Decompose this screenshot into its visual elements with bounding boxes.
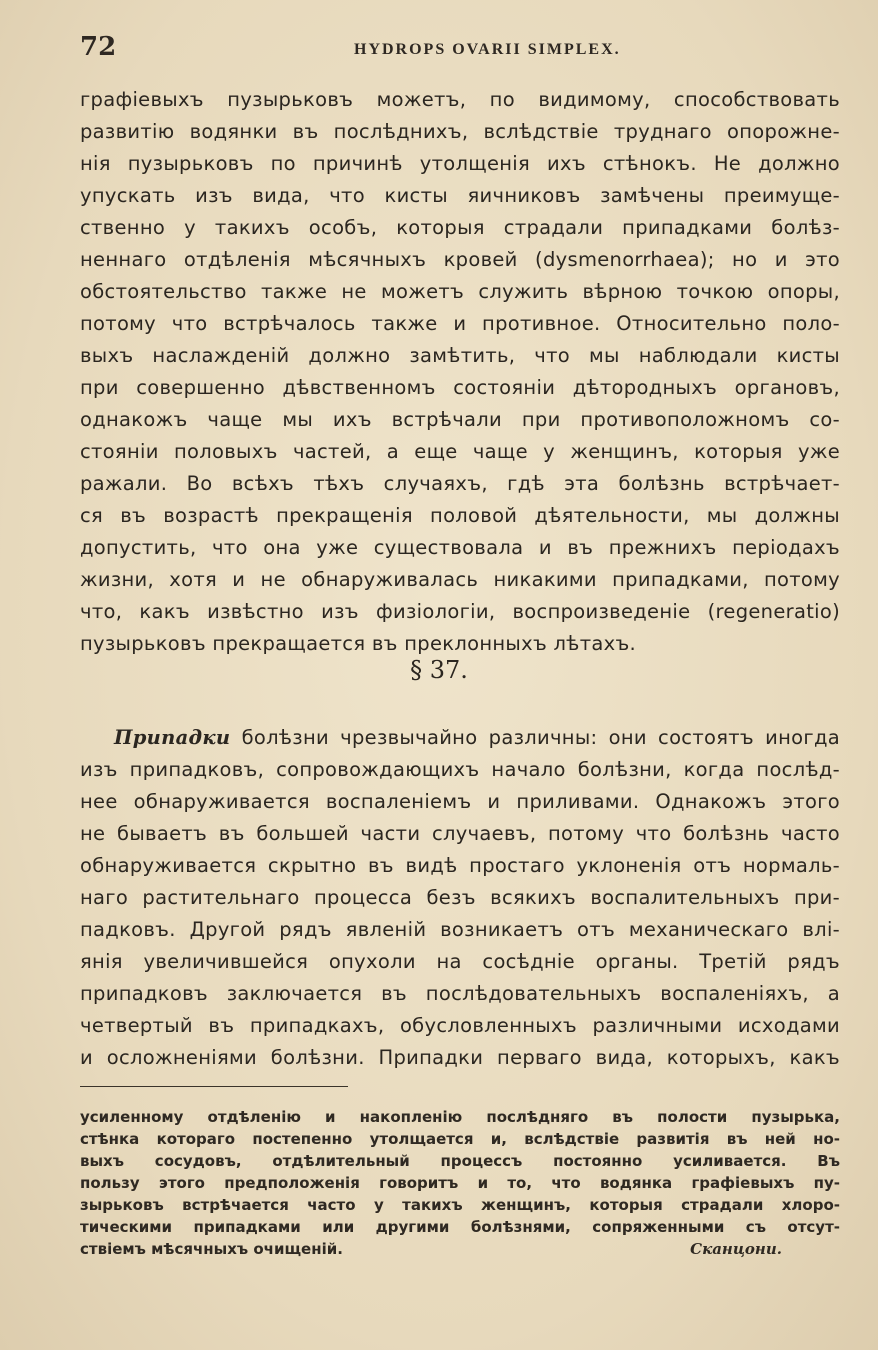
- text-line: графіевыхъ пузырьковъ можетъ, по видимому, способствовать: [80, 88, 840, 111]
- running-head: HYDROPS OVARII SIMPLEX.: [354, 41, 621, 58]
- text-line: допустить, что она уже существовала и въ прежнихъ періодахъ: [80, 536, 840, 559]
- text-line: потому что встрѣчалось также и противное. Относительно поло-: [80, 312, 840, 335]
- text-line: не бываетъ въ большей части случаевъ, потому что болѣзнь часто: [80, 822, 840, 845]
- text-line: стояніи половыхъ частей, а еще чаще у женщинъ, которыя уже: [80, 440, 840, 463]
- text-line: четвертый въ припадкахъ, обусловленныхъ различными исходами: [80, 1014, 840, 1037]
- footnote-line: ствіемъ мѣсячныхъ очищеній.: [80, 1240, 343, 1258]
- footnote-divider: [80, 1086, 348, 1087]
- footnote-last-line: [80, 1238, 840, 1260]
- footnote-line: усиленному отдѣленію и накопленію послѣдняго въ полости пузырька,: [80, 1108, 840, 1126]
- text-line: ся въ возрастѣ прекращенія половой дѣятельности, мы должны: [80, 504, 840, 527]
- text-line: неннаго отдѣленія мѣсячныхъ кровей (dysmenorrhaea); но и это: [80, 248, 840, 271]
- text-line: обстоятельство также не можетъ служить вѣрною точкою опоры,: [80, 280, 840, 303]
- text-line: что, какъ извѣстно изъ физіологіи, воспроизведеніе (regeneratio): [80, 600, 840, 623]
- text-line: падковъ. Другой рядъ явленій возникаетъ отъ механическаго влі-: [80, 918, 840, 941]
- footnote-line: выхъ сосудовъ, отдѣлительный процессъ постоянно усиливается. Въ: [80, 1152, 840, 1170]
- text-line: жизни, хотя и не обнаруживалась никакими припадками, потому: [80, 568, 840, 591]
- text-line: изъ припадковъ, сопровождающихъ начало болѣзни, когда послѣд-: [80, 758, 840, 781]
- text-line-first: [80, 722, 840, 754]
- first-line-rest: болѣзни чрезвычайно различны: они состоятъ иногда: [230, 726, 840, 749]
- section-heading: § 37.: [410, 656, 468, 684]
- text-line: развитію водянки въ послѣднихъ, вслѣдствіе труднаго опорожне-: [80, 120, 840, 143]
- text-line: нее обнаруживается воспаленіемъ и приливами. Однакожъ этого: [80, 790, 840, 813]
- lead-word: Припадки: [114, 726, 231, 749]
- footnote-line: зырьковъ встрѣчается часто у такихъ женщинъ, которыя страдали хлоро-: [80, 1196, 840, 1214]
- page-header: [80, 32, 840, 72]
- page-number: 72: [80, 32, 117, 62]
- text-line: янія увеличившейся опухоли на сосѣдніе органы. Третій рядъ: [80, 950, 840, 973]
- text-line: наго растительнаго процесса безъ всякихъ воспалительныхъ при-: [80, 886, 840, 909]
- text-line: при совершенно дѣвственномъ состояніи дѣтородныхъ органовъ,: [80, 376, 840, 399]
- footnote-line: тическими припадками или другими болѣзнями, сопряженными съ отсут-: [80, 1218, 840, 1236]
- text-line: нія пузырьковъ по причинѣ утолщенія ихъ стѣнокъ. Не должно: [80, 152, 840, 175]
- text-line: упускать изъ вида, что кисты яичниковъ замѣчены преимуще-: [80, 184, 840, 207]
- footnote-line: стѣнка котораго постепенно утолщается и, вслѣдствіе развитія въ ней но-: [80, 1130, 840, 1148]
- footnote-line: пользу этого предположенія говоритъ и то, что водянка графіевыхъ пу-: [80, 1174, 840, 1192]
- footnote-signature: Сканцони.: [690, 1240, 782, 1258]
- text-line: обнаруживается скрытно въ видѣ простаго уклоненія отъ нормаль-: [80, 854, 840, 877]
- text-line: ражали. Во всѣхъ тѣхъ случаяхъ, гдѣ эта болѣзнь встрѣчает-: [80, 472, 840, 495]
- text-line: пузырьковъ прекращается въ преклонныхъ лѣтахъ.: [80, 632, 637, 655]
- text-line: однакожъ чаще мы ихъ встрѣчали при противоположномъ со-: [80, 408, 840, 431]
- text-line: ственно у такихъ особъ, которыя страдали припадками болѣз-: [80, 216, 840, 239]
- text-line: и осложненіями болѣзни. Припадки перваго вида, которыхъ, какъ: [80, 1046, 840, 1069]
- text-line: припадковъ заключается въ послѣдовательныхъ воспаленіяхъ, а: [80, 982, 840, 1005]
- text-line: выхъ наслажденій должно замѣтить, что мы наблюдали кисты: [80, 344, 840, 367]
